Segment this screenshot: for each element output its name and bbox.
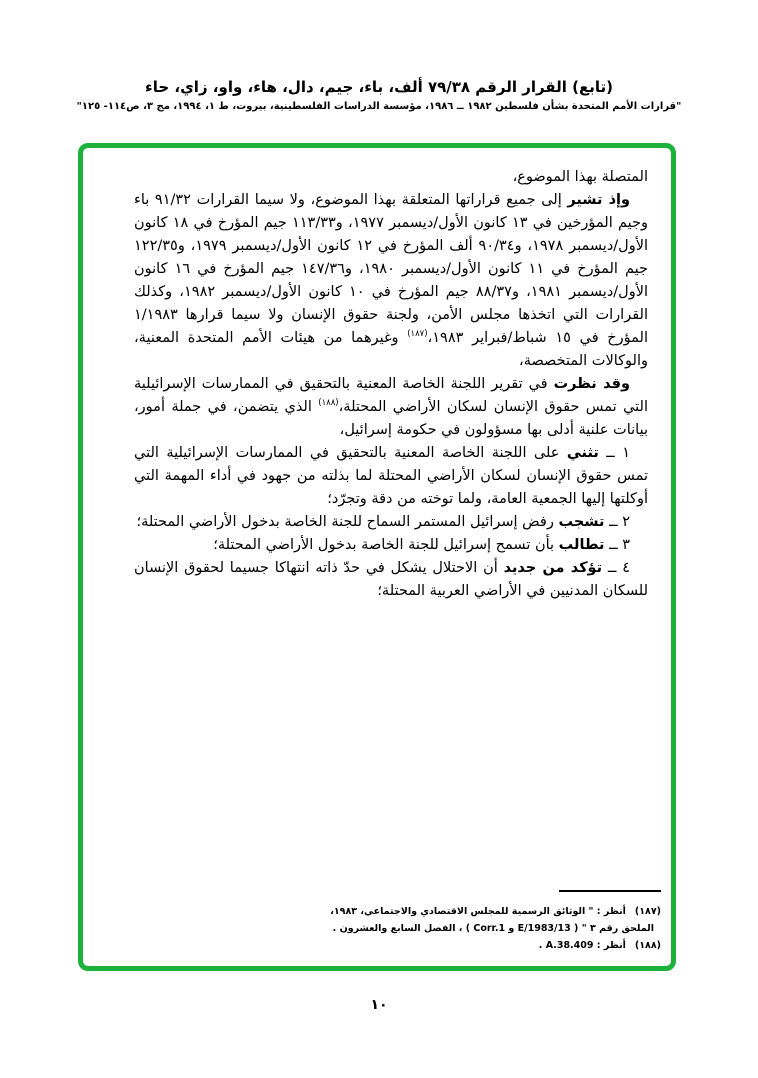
- footnote-marker: (١٨٨): [634, 940, 661, 951]
- footnote-text: أنظر : A.38.409 .: [538, 940, 626, 951]
- body-paragraph: [134, 373, 648, 442]
- paragraph-text: ١ ــ: [598, 445, 630, 461]
- paragraph-text: الذي يتضمن، في جملة أمور، بيانات علنية أدلى بها مسؤولون في حكومة إسرائيل،: [134, 399, 648, 438]
- footnote-reference: (١٨٧): [407, 329, 428, 340]
- body-paragraph: [134, 166, 648, 189]
- footnote-text: أنظر : " الوثائق الرسمية للمجلس الاقتصادي والاجتماعي، ١٩٨٣،: [330, 906, 626, 917]
- body-paragraph: [134, 189, 648, 373]
- body-paragraph: [134, 511, 648, 534]
- paragraph-text: ٤ ــ: [602, 560, 630, 576]
- paragraph-text: بأن تسمح إسرائيل للجنة الخاصة بدخول الأراضي المحتلة؛: [213, 537, 559, 553]
- paragraph-text: المتصلة بهذا الموضوع،: [512, 169, 648, 185]
- body-paragraph: [134, 442, 648, 511]
- footnote: [331, 903, 661, 937]
- footnote: [331, 937, 661, 954]
- footnote-list: [331, 903, 661, 954]
- paragraph-text: رفض إسرائيل المستمر السماح للجنة الخاصة بدخول الأراضي المحتلة؛: [136, 514, 559, 530]
- emphasized-phrase: وإذ تشير: [567, 192, 630, 208]
- footnote-area: [331, 884, 661, 954]
- page-header: [0, 78, 758, 112]
- emphasized-phrase: تشجب: [558, 514, 605, 530]
- page-number: ١٠: [370, 997, 388, 1013]
- footnote-reference: (١٨٨): [318, 398, 339, 409]
- emphasized-phrase: وقد نظرت: [553, 376, 631, 392]
- body-paragraph: [134, 557, 648, 603]
- footnote-marker: (١٨٧): [634, 906, 661, 917]
- paragraph-text: ٢ ــ: [604, 514, 630, 530]
- resolution-body: [134, 166, 648, 603]
- document-border-frame: [78, 143, 676, 971]
- footnote-separator-rule: [559, 890, 661, 892]
- paragraph-text: على اللجنة الخاصة المعنية بالتحقيق في الممارسات الإسرائيلية التي تمس حقوق الإنسان لسكان الأراضي المحتلة لما بذلته من جهود في أداء المهمة التي أوكلتها إليها الجمعية العامة، ولما توخته من دقة وتجرّد؛: [134, 445, 648, 507]
- resolution-title: (تابع) القرار الرقم ٧٩/٣٨ ألف، باء، جيم، دال، هاء، واو، زاي، حاء: [145, 78, 613, 96]
- body-paragraph: [134, 534, 648, 557]
- paragraph-text: وغيرهما من هيئات الأمم المتحدة المعنية، والوكالات المتخصصة،: [134, 330, 648, 369]
- paragraph-text: إلى جميع قراراتها المتعلقة بهذا الموضوع، ولا سيما القرارات ٩١/٣٢ باء وجيم المؤرخين في ١٣ كانون الأول/ديسمبر ١٩٧٧، و١١٣/٣٣ جيم المؤرخ في ١٨ كانون الأول/ديسمبر ١٩٧٨، و٩٠/٣٤ ألف المؤرخ في ١٢ كانون الأول/ديسمبر ١٩٧٩، و١٢٢/٣٥ جيم المؤرخ في ١١ كانون الأول/ديسمبر ١٩٨٠، و١٤٧/٣٦ جيم المؤرخ في ١٦ كانون الأول/ديسمبر ١٩٨١، و٨٨/٣٧ جيم المؤرخ في ١٠ كانون الأول/ديسمبر ١٩٨٢، وكذلك القرارات التي اتخذها مجلس الأمن، ولجنة حقوق الإنسان ولا سيما قرارها ١/١٩٨٣ المؤرخ في ١٥ شباط/فبراير ١٩٨٣،: [134, 192, 649, 346]
- footnote-first-line: [331, 937, 661, 954]
- footnote-first-line: [331, 903, 661, 920]
- emphasized-phrase: تثني: [566, 445, 599, 461]
- emphasized-phrase: تؤكد من جديد: [503, 560, 603, 576]
- footnote-continuation-line: الملحق رقم ٣ " ( E/1983/13 و Corr.1 ) ، الفصل السابع والعشرون .: [332, 923, 654, 934]
- emphasized-phrase: تطالب: [558, 537, 605, 553]
- paragraph-text: ٣ ــ: [604, 537, 630, 553]
- paragraph-text: أن الاحتلال يشكل في حدّ ذاته انتهاكا جسيما لحقوق الإنسان للسكان المدنيين في الأراضي العربية المحتلة؛: [134, 560, 648, 599]
- paragraph-text: في تقرير اللجنة الخاصة المعنية بالتحقيق في الممارسات الإسرائيلية التي تمس حقوق الإنسان لسكان الأراضي المحتلة،: [134, 376, 648, 415]
- source-citation: "قرارات الأمم المتحدة بشأن فلسطين ١٩٨٢ ــ ١٩٨٦، مؤسسة الدراسات الفلسطينية، بيروت، ط ١، ١٩٩٤، مج ٣، ص١١٤- ١٢٥": [76, 101, 682, 112]
